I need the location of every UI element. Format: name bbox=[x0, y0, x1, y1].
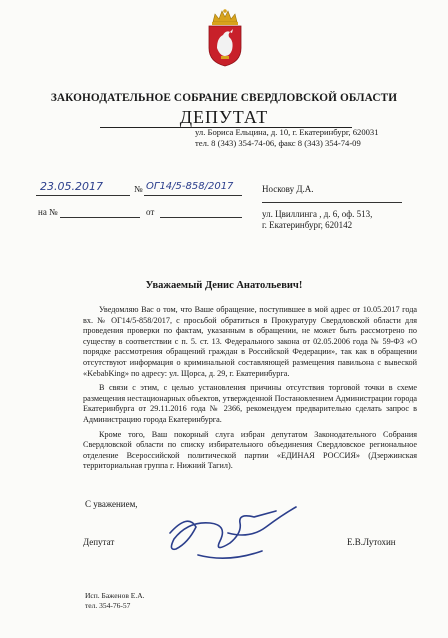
sender-contacts: тел. 8 (343) 354-74-06, факс 8 (343) 354-74-09 bbox=[195, 137, 361, 148]
recipient-address-line1: ул. Цвиллинга , д. 6, оф. 513, bbox=[262, 209, 373, 219]
executor-phone: тел. 354-76-57 bbox=[85, 601, 131, 610]
reference-underline bbox=[60, 217, 140, 218]
recipient-name: Носкову Д.А. bbox=[262, 184, 314, 194]
handwritten-signature bbox=[158, 493, 308, 573]
recipient-underline bbox=[262, 202, 402, 203]
coat-of-arms-icon bbox=[203, 8, 247, 68]
sender-address-line1: ул. Бориса Ельцина, д. 10, г. Екатеринбург, 620031 bbox=[195, 127, 379, 137]
sender-address bbox=[195, 127, 379, 148]
reference-label: на № bbox=[38, 207, 58, 217]
number-underline bbox=[144, 195, 242, 196]
signatory-name: Е.В.Лутохин bbox=[347, 537, 396, 547]
outgoing-date: 23.05.2017 bbox=[40, 180, 103, 193]
executor-info bbox=[85, 591, 144, 611]
recipient-address bbox=[262, 209, 372, 231]
organization-name: ЗАКОНОДАТЕЛЬНОЕ СОБРАНИЕ СВЕРДЛОВСКОЙ ОБЛАСТИ bbox=[50, 92, 398, 104]
from-underline bbox=[160, 217, 242, 218]
salutation: Уважаемый Денис Анатольевич! bbox=[145, 280, 303, 291]
from-label: от bbox=[146, 207, 155, 217]
date-underline bbox=[36, 195, 130, 196]
closing: С уважением, bbox=[85, 499, 138, 509]
body-paragraph-2: В связи с этим, с целью установления причины отсутствия торговой точки в схеме размещения нестационарных объектов, утвержденной Постановлением Администрации города Екатеринбурга от 29.11.2016 года № 2366, рекомендуем предварительно сделать запрос в Администрацию города Екатеринбурга. bbox=[83, 383, 417, 424]
recipient-address-line2: г. Екатеринбург, 620142 bbox=[262, 220, 353, 230]
letterhead-title: ДЕПУТАТ bbox=[179, 107, 269, 127]
letter-body bbox=[83, 305, 417, 476]
body-paragraph-3: Кроме того, Ваш покорный слуга избран депутатом Законодательного Собрания Свердловской области по списку избирательного объединения Свердловское региональное отделение Всероссийской политической партии «ЕДИНАЯ РОССИЯ» (Дзержинская территориальная группа г. Нижний Тагил). bbox=[83, 429, 417, 471]
signatory-position: Депутат bbox=[83, 537, 115, 547]
number-label: № bbox=[134, 184, 143, 194]
executor-name: Исп. Баженов Е.А. bbox=[85, 591, 145, 600]
outgoing-number: ОГ14/5-858/2017 bbox=[146, 181, 234, 192]
body-paragraph-1: Уведомляю Вас о том, что Ваше обращение, поступившее в мой адрес от 10.05.2017 года вх. № ОГ14/5-858/2017, с просьбой обратиться в Прокуратуру Свердловской области для проведения проверки по фактам, указанным в обращении, не может быть рассмотрено по существу в соответствии с п. 5. ст. 13. Федерального закона от 02.05.2006 года № 59-ФЗ «О порядке рассмотрения обращений граждан в Российской Федерации», так как в обращении отсутствуют информация о криминальной составляющей размещения павильона с вывеской «KebabKing» по адресу: ул. Щорса, д. 29, г. Екатеринбурга. bbox=[83, 305, 417, 378]
